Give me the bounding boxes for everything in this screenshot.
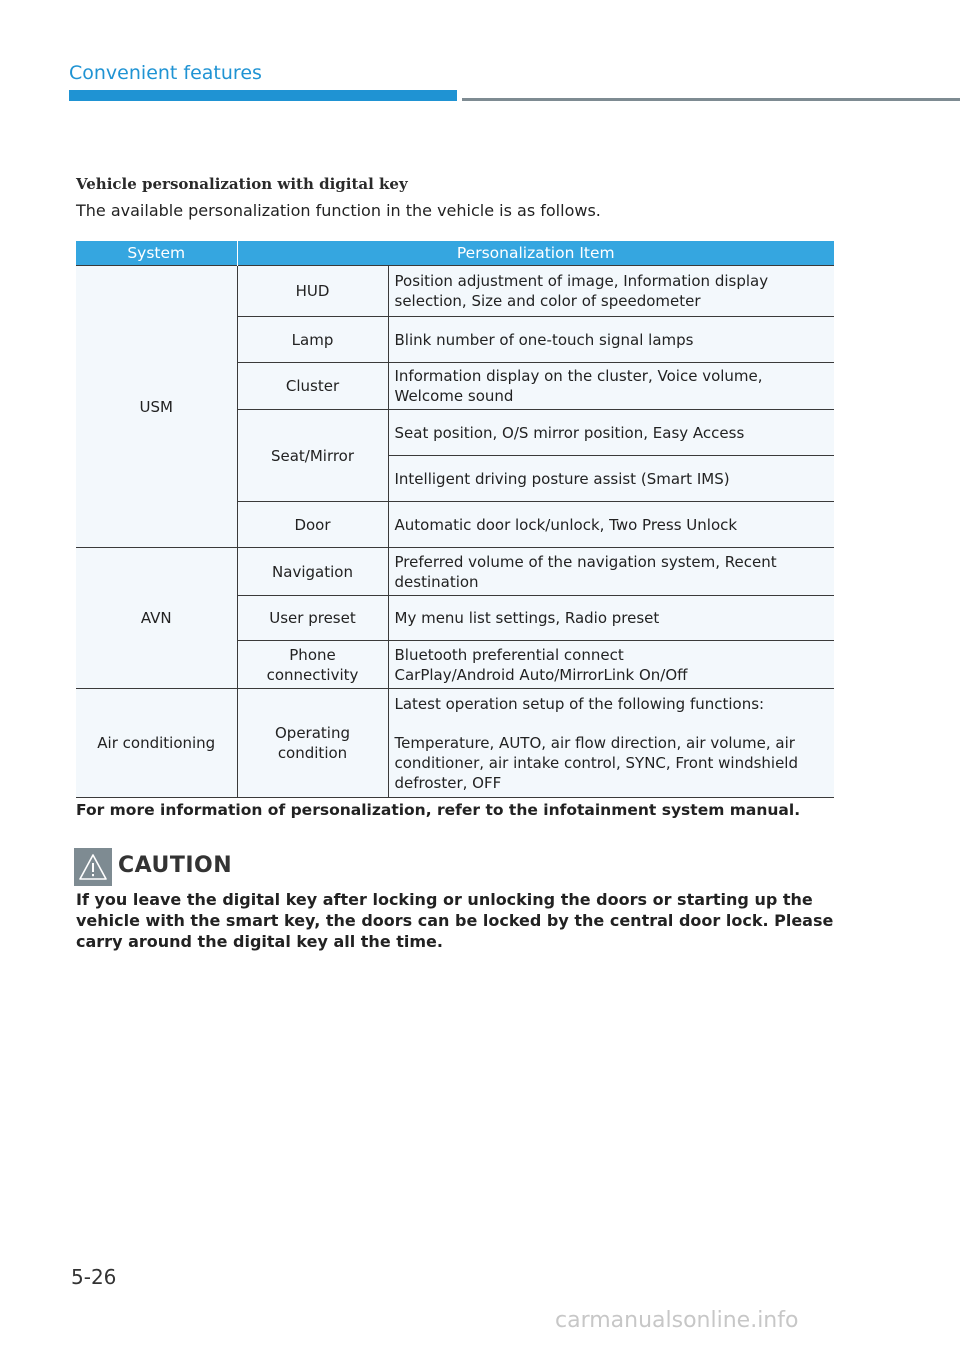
section-header-title: Convenient features: [69, 62, 262, 84]
header-system: System: [76, 241, 237, 266]
item-label-cluster: Cluster: [237, 363, 388, 410]
item-label-lamp: Lamp: [237, 317, 388, 363]
item-label-operating-condition: Operating condition: [237, 689, 388, 798]
item-desc-seat-mirror-2: Intelligent driving posture assist (Smart IMS): [388, 456, 834, 502]
item-label-user-preset: User preset: [237, 596, 388, 641]
operating-desc-line-2: Temperature, AUTO, air flow direction, air volume, air conditioner, air intake control, SYNC, Front windshield defroster, OFF: [394, 733, 798, 792]
caution-title: CAUTION: [118, 853, 233, 878]
item-desc-user-preset: My menu list settings, Radio preset: [388, 596, 834, 641]
system-cell-usm: USM: [76, 266, 237, 548]
item-desc-phone-connectivity: [388, 641, 834, 689]
header-personalization-item: Personalization Item: [237, 241, 834, 266]
item-label-seat-mirror: Seat/Mirror: [237, 410, 388, 502]
item-label-phone-connectivity: Phone connectivity: [237, 641, 388, 689]
phone-desc-line-2: CarPlay/Android Auto/MirrorLink On/Off: [394, 665, 688, 684]
section-heading: Vehicle personalization with digital key: [76, 175, 408, 193]
system-cell-air-conditioning: Air conditioning: [76, 689, 237, 798]
item-desc-cluster: Information display on the cluster, Voice volume, Welcome sound: [388, 363, 834, 410]
item-label-hud: HUD: [237, 266, 388, 317]
header-divider-line: [462, 98, 960, 101]
system-cell-avn: AVN: [76, 548, 237, 689]
item-desc-hud: Position adjustment of image, Information display selection, Size and color of speedometer: [388, 266, 834, 317]
warning-triangle-icon: [74, 848, 112, 886]
item-label-navigation: Navigation: [237, 548, 388, 596]
header-accent-bar: [69, 90, 457, 101]
item-desc-operating-condition: [388, 689, 834, 798]
infotainment-note: For more information of personalization, refer to the infotainment system manual.: [76, 801, 801, 819]
item-desc-lamp: Blink number of one-touch signal lamps: [388, 317, 834, 363]
table-row: [76, 689, 834, 798]
phone-desc-line-1: Bluetooth preferential connect: [394, 645, 624, 664]
operating-desc-line-1: Latest operation setup of the following functions:: [394, 694, 765, 713]
watermark: carmanualsonline.info: [555, 1308, 799, 1333]
table-row: [76, 548, 834, 596]
personalization-table: [76, 241, 834, 798]
page-number: 5-26: [71, 1265, 117, 1289]
item-desc-navigation: Preferred volume of the navigation system, Recent destination: [388, 548, 834, 596]
item-desc-seat-mirror-1: Seat position, O/S mirror position, Easy Access: [388, 410, 834, 456]
table-row: [76, 266, 834, 317]
table-header-row: [76, 241, 834, 266]
item-label-door: Door: [237, 502, 388, 548]
intro-paragraph: The available personalization function in the vehicle is as follows.: [76, 201, 601, 220]
caution-text: If you leave the digital key after locking or unlocking the doors or starting up the vehicle with the smart key, the doors can be locked by the central door lock. Please carry around the digital key all the time.: [76, 890, 834, 951]
item-desc-door: Automatic door lock/unlock, Two Press Unlock: [388, 502, 834, 548]
